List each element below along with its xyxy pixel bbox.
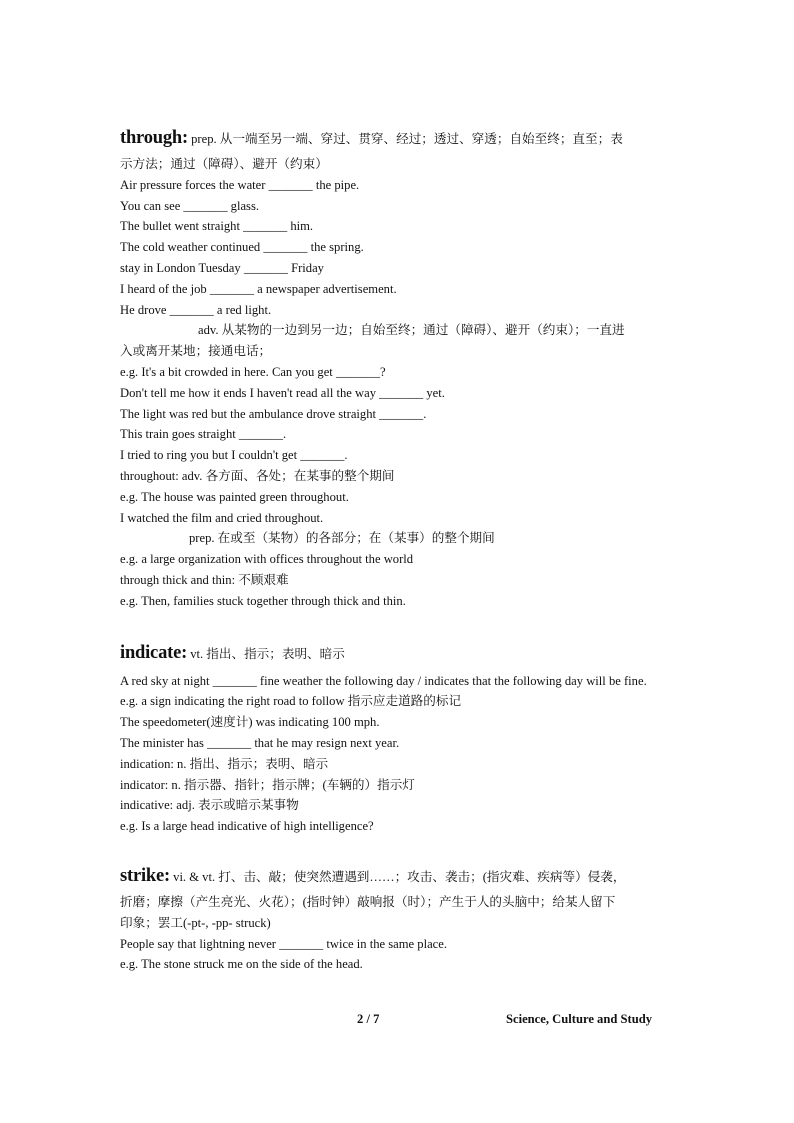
example-line: I watched the film and cried throughout. — [120, 510, 324, 525]
example-line: e.g. Then, families stuck together through thick and thin. — [120, 593, 406, 608]
footer-title: Science, Culture and Study — [506, 1012, 653, 1026]
example-line: e.g. a large organization with offices throughout the world — [120, 552, 414, 567]
definition-throughout: throughout: adv. 各方面、各处；在某事的整个期间 — [120, 468, 395, 483]
entry-indicate-heading — [120, 642, 680, 665]
headword-indicate: indicate: — [120, 642, 188, 663]
phrase-through-thick-and-thin: through thick and thin: 不顾艰难 — [120, 572, 289, 587]
page-number: 2 / 7 — [357, 1012, 380, 1026]
example-line: Don't tell me how it ends I haven't read all the way _______ yet. — [120, 385, 445, 400]
example-line: e.g. Is a large head indicative of high intelligence? — [120, 819, 374, 834]
example-line: The minister has _______ that he may resign next year. — [120, 735, 400, 750]
definition-through-adv-cont: 入或离开某地；接通电话； — [120, 344, 272, 359]
example-line: The light was red but the ambulance drove straight _______. — [120, 406, 427, 421]
example-line: e.g. The house was painted green throughout. — [120, 489, 349, 504]
definition-indication: indication: n. 指出、指示；表明、暗示 — [120, 756, 329, 771]
example-line: e.g. It's a bit crowded in here. Can you get _______? — [120, 364, 386, 379]
example-line: The speedometer(速度计) was indicating 100 mph. — [120, 715, 380, 730]
example-line: The cold weather continued _______ the spring. — [120, 240, 364, 255]
example-line: Air pressure forces the water _______ the pipe. — [120, 177, 360, 192]
example-line: He drove _______ a red light. — [120, 302, 272, 317]
example-line: stay in London Tuesday _______ Friday — [120, 260, 324, 275]
definition-through: prep. 从一端至另一端、穿过、贯穿、经过；透过、穿透；自始至终；直至；表 — [191, 132, 623, 146]
example-line: This train goes straight _______. — [120, 427, 287, 442]
example-line: A red sky at night _______ fine weather the following day / indicates that the following day will be fine. — [120, 673, 647, 688]
definition-strike-cont: 折磨；摩擦（产生亮光、火花）；(指时钟）敲响报（时）；产生于人的头脑中；给某人留下 — [120, 894, 616, 909]
headword-strike: strike: — [120, 865, 170, 886]
entry-strike-heading — [120, 865, 680, 888]
example-line: e.g. a sign indicating the right road to follow 指示应走道路的标记 — [120, 694, 462, 709]
example-line: I tried to ring you but I couldn't get _______. — [120, 448, 348, 463]
entry-through-heading — [120, 127, 680, 150]
headword-through: through: — [120, 128, 188, 148]
definition-strike: vi. & vt. 打、击、敲；使突然遭遇到……；攻击、袭击；(指灾难、疾病等）侵袭， — [173, 869, 626, 884]
example-line: People say that lightning never _______ twice in the same place. — [120, 936, 448, 951]
example-line: You can see _______ glass. — [120, 198, 259, 213]
definition-through-cont: 示方法；通过（障碍）、避开（约束） — [120, 157, 328, 171]
definition-strike-cont: 印象；罢工(-pt-, -pp- struck) — [120, 915, 271, 930]
example-line: I heard of the job _______ a newspaper advertisement. — [120, 281, 397, 296]
definition-through-adv: adv. 从某物的一边到另一边；自始至终；通过（障碍）、避开（约束）；一直进 — [198, 323, 625, 338]
definition-indicate: vt. 指出、指示；表明、暗示 — [190, 646, 345, 661]
example-line: The bullet went straight _______ him. — [120, 219, 314, 234]
definition-throughout-prep: prep. 在或至（某物）的各部分；在（某事）的整个期间 — [189, 531, 495, 546]
definition-indicative: indicative: adj. 表示或暗示某事物 — [120, 798, 299, 813]
document-body — [120, 127, 680, 975]
example-line: e.g. The stone struck me on the side of the head. — [120, 957, 363, 972]
definition-indicator: indicator: n. 指示器、指针；指示牌；(车辆的）指示灯 — [120, 777, 415, 792]
